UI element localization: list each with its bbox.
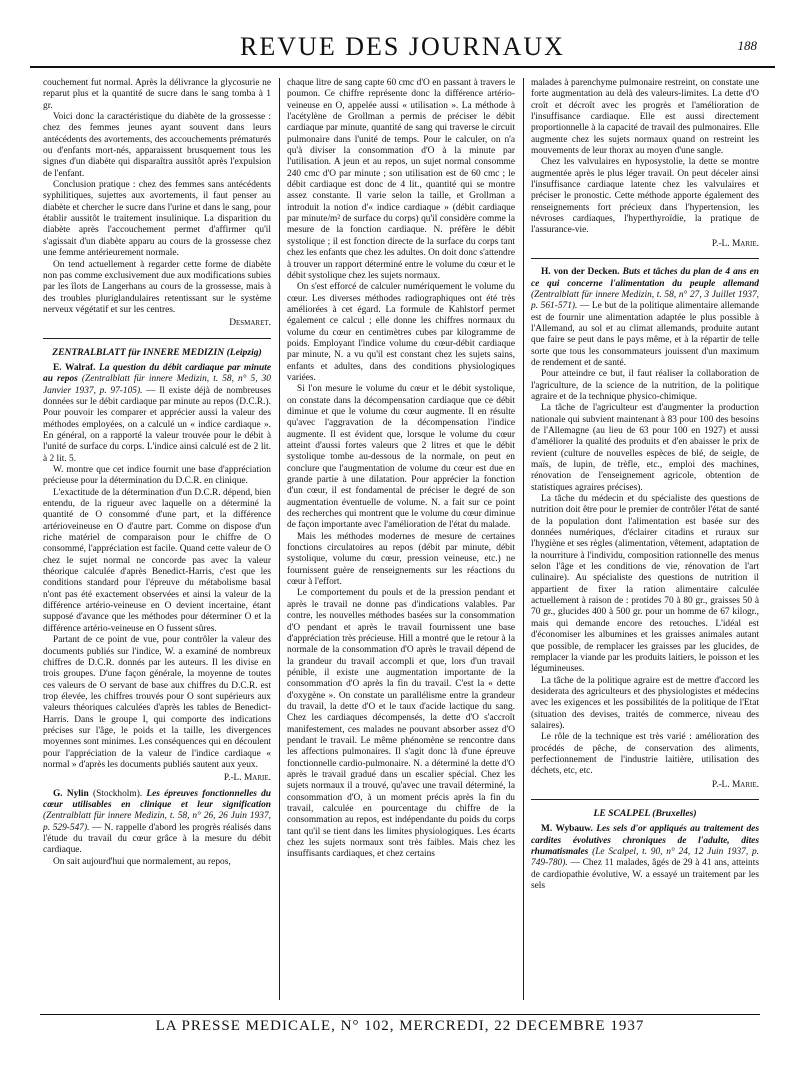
entry-text: — Chez 11 malades, âgés de 29 à 41 ans, atteints de cardiopathie évolutive, W. a essayé un traitement par les sels bbox=[531, 858, 759, 892]
paragraph: Chez les valvulaires en hyposystolie, la dette se montre augmentée après le plus léger travail. On peut déceler ainsi l'insuffisance cardiaque latente chez les valvulaires et préciser le pronostic. Cette méthode apporte également des renseignements fort précieux dans l'hypertension, les névroses cardiaques, l'hyperthyroïdie, la pratique de l'assurance-vie. bbox=[531, 157, 759, 236]
entry-title: Buts et tâches du plan de 4 ans en ce qui concerne l'alimentation du peuple allemand bbox=[531, 267, 759, 289]
entry-author: E. Walraf. bbox=[53, 362, 96, 373]
entry-title: Les sels d'or appliqués au traitement des cardites évolutives chroniques de l'adulte, dites rhumatismales bbox=[531, 824, 759, 857]
review-entry bbox=[531, 824, 759, 892]
paragraph: Partant de ce point de vue, pour contrôler la valeur des documents publiés sur l'indice, W. a examiné de nombreux chiffres de D.C.R. donnés par les auteurs. Il les divise en trois groupes. D'une façon générale, la moyenne de toutes ces valeurs de O servant de base aux chiffres du D.C.R. est trop élevée, les chiffres trouvés pour O sont supérieurs aux valeurs théoriques calculées d'après les tables de Benedict-Harris. Dans le groupe I, qui comporte des indications précises sur l'âge, le poids et la taille, les divergences moyennes sont minimes. Les conséquences qui en découlent pour l'appréciation de la valeur de l'indice cardiaque « normal » d'après les documents publiés sautent aux yeux. bbox=[43, 635, 271, 770]
column-rule bbox=[523, 78, 524, 1000]
footer-rule bbox=[40, 1014, 760, 1015]
column-rule bbox=[279, 78, 280, 1000]
paragraph: Le comportement du pouls et de la pression pendant et après le travail ne donne pas d'indications valables. Par contre, les nouvelles méthodes basées sur la consommation d'O pendant et après le travail fournissent une base d'appréciation très précieuse. Hill a montré que le retour à la normale de la consommation d'O après le travail dépend de la grandeur du travail accompli et que, lors d'un travail pénible, il existe une augmentation importante de la consommation d'O après la fin du travail. C'est la « dette d'oxygène ». On constate un parallélisme entre la grandeur du travail, la dette d'O et le taux d'acide lactique du sang. Chez les cardiaques décompensés, la dette d'O s'accroît manifestement, ces malades ne pouvant absorber assez d'O pendant le travail. Le même phénomène se rencontre dans les affections pulmonaires. Il s'agit donc là d'une épreuve fonctionnelle cardio-pulmonaire. N. a déterminé la dette d'O après le travail gradué dans un escalier spécial. Chez les sujets normaux il a trouvé, qu'avec une travail déterminé, la consommation d'O, à un moment précis après la fin du travail, calculée en pourcentage du chiffre de la consommation au repos, est indépendante du poids du corps tant qu'il se tient dans les limites physiologiques. Les écarts chez les sujets normaux sont très faibles. Mais chez les insuffisants cardiaques, et chez certains bbox=[287, 588, 515, 860]
paragraph: Conclusion pratique : chez des femmes sans antécédents syphilitiques, sujettes aux avortements, il faut penser au diabète et chercher le sucre dans l'urine et dans le sang, pour établir aussitôt le traitement insulinique. La disparition du diabète après l'accouchement permet d'affirmer qu'il s'agissait d'un diabète apparu au cours de la grossesse chez une femme antérieurement normale. bbox=[43, 180, 271, 259]
paragraph: La tâche du médecin et du spécialiste des questions de nutrition doit être pour le premier de contrôler l'état de santé de la population dont l'alimentation est basée sur des données numériques, d'éclairer citadins et ruraux sur l'hygiène et ses règles (alimentation, vêtement, adaptation de la nourriture à l'individu, composition rationnelle des menus selon l'âge et les conditions de vie, rénovation de l'art culinaire). Au spécialiste des questions de nutrition il appartient de fixer la ration alimentaire calculée actuellement à raison de : protides 70 à 80 gr., graisses 50 à 70 gr., glucides 400 à 500 gr. pour un homme de 67 kilogr., mais qui demande encore des retouches. L'idéal est d'économiser les albumines et les graisses animales autant que possible, de remplacer les graisses par les glucides, de remplacer la viande par les produits laitiers, le poisson et les légumineuses. bbox=[531, 494, 759, 675]
entry-text: — Le but de la politique alimentaire allemande est de fournir une alimentation adaptée le plus possible à l'Allemand, au sol et au climat allemands, produite autant que faire se peut dans le pays même, et à la répartir de telle sorte que tous les consommateurs jouissent d'un maximum de rendement et de santé. bbox=[531, 301, 759, 368]
paragraph: On tend actuellement à regarder cette forme de diabète non pas comme exclusivement due aux modifications subies par les îlots de Langerhans au cours de la grossesse, mais à des troubles pluriglandulaires retentissant sur le système nerveux végétatif et sur les centres. bbox=[43, 259, 271, 315]
page-number: 188 bbox=[737, 38, 757, 53]
footer-text: LA PRESSE MEDICALE, N° 102, MERCREDI, 22 DECEMBRE 1937 bbox=[155, 1018, 645, 1034]
paragraph: Le rôle de la technique est très varié : amélioration des procédés de pêche, de conservation des aliments, perfectionnement de l'industrie laitière, utilisation des déchets, etc, etc. bbox=[531, 732, 759, 777]
paragraph: couchement fut normal. Après la délivrance la glycosurie ne reparut plus et la quantité de sucre dans le sang tomba à 1 gr. bbox=[43, 78, 271, 111]
section-divider bbox=[531, 258, 759, 259]
article-columns bbox=[43, 78, 759, 1000]
entry-title: La question du débit cardiaque par minute au repos bbox=[43, 362, 271, 385]
entry-reference: (Zentralblatt für innere Medizin, t. 58, n° 5, 30 Janvier 1937, p. 97-105). bbox=[43, 374, 271, 396]
entry-author: H. von der Decken. bbox=[541, 267, 620, 278]
paragraph: W. montre que cet indice fournit une base d'appréciation précieuse pour la détermination du D.C.R. en clinique. bbox=[43, 465, 271, 487]
entry-text: — Il existe déjà de nombreuses données sur le débit cardiaque par minute au repos (D.C.R.). Pour pouvoir les comparer et apprécier aussi la valeur des méthodes employées, on a calculé un « indice cardiaque ». En général, on a rapporté la valeur trouvée pour le débit à l'unité de surface du corps. L'indice ainsi calculé est de 2 lit. à 2 lit. 5. bbox=[43, 385, 271, 464]
paragraph: malades à parenchyme pulmonaire restreint, on constate une forte augmentation au delà des valeurs-limites. La dette d'O croît et décroît avec les progrès et l'amélioration de l'insuffisance cardiaque. Elle est aussi directement proportionnelle à la capacité de travail des pulmonaires. Elle augmente chez les sujets normaux quand on restreint les mouvements de leur thorax au moyen d'une sangle. bbox=[531, 78, 759, 157]
signature: P.-L. Marie. bbox=[223, 773, 271, 784]
paragraph: La tâche de la politique agraire est de mettre d'accord les desiderata des agriculteurs et des physiologistes et médecins avec les exigences et les possibilités de la politique de l'Etat (situation des devises, traités de commerce, niveau des salaires). bbox=[531, 675, 759, 731]
paragraph: On sait aujourd'hui que normalement, au repos, bbox=[53, 856, 231, 867]
entry-title: Les épreuves fonctionnelles du cœur utilisables en clinique et leur signification bbox=[43, 788, 271, 810]
paragraph: L'exactitude de la détermination d'un D.C.R. dépend, bien entendu, de la rigueur avec laquelle on a déterminé la quantité de O consommé d'une part, et la différence artérioveineuse en O d'autre part. Comme on dispose d'un riche matériel de comparaison pour le chiffre de O consommé, l'appréciation est facile. Quand cette valeur de O chez le sujet normal ne concorde pas avec la valeur théorique calculée d'après Benedict-Harris, c'est que les conditions standard pour l'épreuve du métabolisme basal n'ont pas été exactement observées et ainsi la valeur de la différence artério-veineuse en O devient incertaine, étant supposé d'avance que les méthodes pour déterminer O et la différence artério-veineuse en O fussent sûres. bbox=[43, 487, 271, 634]
entry-text: — N. rappelle d'abord les progrès réalisés dans l'étude du travail du cœur grâce à la mesure du débit cardiaque. bbox=[43, 822, 271, 856]
page-footer bbox=[40, 1014, 760, 1038]
journal-heading: LE SCALPEL (Bruxelles) bbox=[593, 807, 697, 819]
review-entry bbox=[43, 363, 271, 465]
paragraph: chaque litre de sang capte 60 cmc d'O en passant à travers le poumon. Ce chiffre représente donc la différence artério-veineuse en O, appelée aussi « utilisation ». La méthode à l'acétylène de Grollman a permis de préciser le débit cardiaque par minute, quantité de sang qui traverse le circuit pulmonaire dans l'unité de temps. Pour le calculer, on n'a qu'à diviser la consommation d'O à la minute par l'utilisation. A jeun et au repos, un sujet normal consomme 240 cmc d'O par minute ; son utilisation est de 60 cmc ; le débit cardiaque est donc de 4 lit., quantité qui se montre assez constante. Il varie selon la taille, et Grollman a introduit la notion d'« indice cardiaque » (débit cardiaque par minute/m² de surface du corps) qu'il considère comme la mesure de la fonction cardiaque. N. préfère le débit systolique ; il est fonction directe de la surface du corps tant chez les enfants que chez les adultes. On doit donc s'attendre à trouver un rapport déterminé entre le volume du cœur et le débit systolique chez les sujets normaux. bbox=[287, 78, 515, 281]
entry-author: M. Wybauw. bbox=[541, 824, 593, 835]
paragraph: Voici donc la caractéristique du diabète de la grossesse : chez des femmes jeunes ayant souvent dans leurs antécédents des avortements, des accouchements prématurés ou d'enfants mort-nés, apparaissent brusquement tous les signes d'un diabète qui disparaîtra aussitôt après l'expulsion de l'enfant. bbox=[43, 112, 271, 179]
section-divider bbox=[43, 338, 271, 339]
signature: P.-L. Marie. bbox=[711, 779, 759, 790]
paragraph: Pour atteindre ce but, il faut réaliser la collaboration de l'agriculture, de la science de la nutrition, de la politique agraire et de la technique physico-chimique. bbox=[531, 369, 759, 402]
column-2 bbox=[287, 78, 515, 1000]
entry-author: G. Nylin bbox=[53, 788, 89, 799]
section-divider bbox=[531, 799, 759, 800]
page-header bbox=[30, 28, 775, 68]
paragraph: La tâche de l'agriculteur est d'augmenter la production nationale qui subvient maintenant à 83 pour 100 des besoins de l'Allemagne (au lieu de 63 pour 100 en 1927) et aussi d'améliorer la qualité des produits et d'en abaisser le prix de revient (culture de nouvelles espèces de blé, de seigle, de maïs, de lupin, de trèfle, etc., emploi des machines, rénovation de l'enseignement agricole, obtention de statistiques agraires précises). bbox=[531, 403, 759, 493]
review-entry bbox=[531, 267, 759, 369]
journal-heading: ZENTRALBLATT für INNERE MEDIZIN (Leipzig) bbox=[52, 346, 262, 358]
entry-reference: (Le Scalpel, t. 90, n° 24, 12 Juin 1937, p. 749-780). bbox=[531, 847, 759, 869]
paragraph: Si l'on mesure le volume du cœur et le débit systolique, on constate dans la décompensation cardiaque que ce débit diminue et que le volume du cœur augmente. Il en résulte qu'avec l'aggravation de la décompensation l'indice augmente. Il est évident que, lorsque le volume du cœur atteint d'aussi fortes valeurs que 2 litres et que le débit systolique tombe au-dessous de la normale, on peut en conclure que l'augmentation de volume du cœur est due en grande partie à une dilatation. Pour apprécier la fonction d'un cœur, il est fondamental de préciser le degré de son augmentation éventuelle de volume. N. a fait sur ce point des recherches qui montrent que le volume du cœur diminue de façon importante avec l'amélioration de l'état du malade. bbox=[287, 384, 515, 531]
review-entry bbox=[43, 789, 271, 857]
entry-reference: (Zentralblatt für innere Medizin, t. 58, n° 27, 3 Juillet 1937, p. 561-571). bbox=[531, 289, 759, 312]
journal-header-title: REVUE DES JOURNAUX bbox=[240, 32, 565, 61]
column-1 bbox=[43, 78, 271, 1000]
column-3 bbox=[531, 78, 759, 1000]
entry-reference: (Zentralblatt für innere Medizin, t. 58, n° 26, 26 Juin 1937, p. 529-547). bbox=[43, 811, 271, 833]
paragraph: Mais les méthodes modernes de mesure de certaines fonctions circulatoires au repos (débit par minute, débit systolique, volume du cœur, pression veineuse, etc.) ne fournissent guère de renseignements sur les réactions du cœur à l'effort. bbox=[287, 531, 515, 588]
signature: Desmaret. bbox=[229, 318, 271, 329]
header-rule bbox=[30, 66, 775, 68]
paragraph: On s'est efforcé de calculer numériquement le volume du cœur. Les diverses méthodes radiographiques ont été très améliorées à cet égard. La formule de Kahlstorf permet également ce calcul ; elle donne les chiffres normaux du volume du cœur en centimètres cubes par kilogramme de poids. Employant l'indice volume du cœur-débit cardiaque par minute, N. a vu qu'il est constant chez les sujets sains, enfants et adultes, dans des conditions physiologiques variées. bbox=[287, 282, 515, 383]
signature: P.-L. Marie. bbox=[711, 238, 759, 249]
entry-location: (Stockholm). bbox=[92, 788, 143, 799]
